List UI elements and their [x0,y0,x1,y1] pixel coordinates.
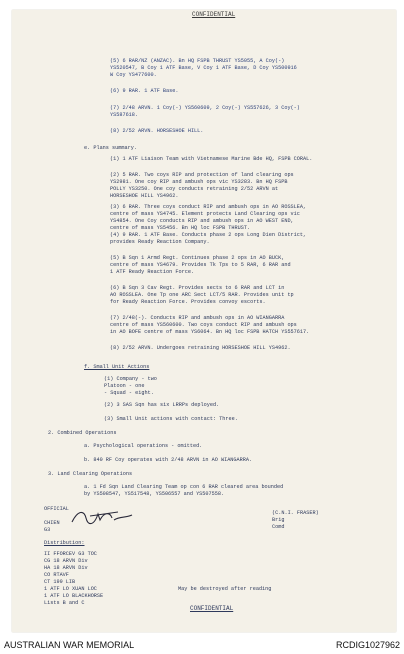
distribution-item: HA 18 ARVN Div [44,565,88,571]
doc-line: (6) 9 RAR. 1 ATF Base. [110,88,179,94]
doc-line: centre of mass YS5456. Bn HQ loc FSPB THRUST. [110,225,251,231]
section-heading: 2. Combined Operations [48,430,117,436]
doc-line: W Coy YS477600. [110,72,157,78]
doc-line: in AO BOFE centre of mass YS6064. Bn HQ loc FSPB HATCH YS557617. [110,329,310,335]
doc-line: YS2981. One coy RIP and ambush ops vic YS3283. Bn HQ FSPB [110,179,288,185]
doc-line: for Ready Reaction Force. Provides convoy escorts. [110,299,266,305]
g3-label: G3 [44,527,51,533]
doc-line: centre of mass YS4745. Element protects Land Clearing ops vic [110,211,300,217]
doc-line: (7) 2/48 ARVN. 1 Coy(-) YS560609, 2 Coy(-) YS557626, 3 Coy(-) [110,105,300,111]
document-page [12,10,396,632]
chief-label: CHIEN [44,520,60,526]
signatory-rank: Brig [272,517,285,523]
doc-line: (1) 1 ATF Liaison Team with Vietnamese Marine Bde HQ, FSPB CORAL. [110,156,313,162]
official-label: OFFICIAL [44,506,69,512]
archive-footer [0,636,404,654]
doc-line: YS587618. [110,112,139,118]
doc-line: - Squad - eight. [104,390,154,396]
doc-line: a. Psychological operations - omitted. [84,443,203,449]
distribution-item: II FFORCEV G3 TOC [44,551,97,557]
doc-line: (8) 2/52 ARVN. HORSESHOE HILL. [110,128,204,134]
classification-footer: CONFIDENTIAL [190,605,234,612]
distribution-heading: Distribution: [44,540,85,546]
handwritten-signature [70,506,138,528]
doc-line: AO ROSSLEA. One Tp one ARC Sect LCT/5 RAR. Provides unit tp [110,292,294,298]
doc-line: (5) 6 RAR/NZ (ANZAC). Bn HQ FSPB THRUST YS5055, A Coy(-) [110,58,285,64]
doc-line: 1 ATF Ready Reaction Force. [110,269,195,275]
distribution-item: CT 199 LIB [44,579,76,585]
doc-line: YS520547, B Coy 1 ATF Base, V Coy 1 ATF Base, D Coy YS500916 [110,65,297,71]
doc-line: (2) 3 SAS Sqn has six LRRPs deployed. [104,402,220,408]
archive-name: AUSTRALIAN WAR MEMORIAL [4,640,135,650]
distribution-item: Lists B and C [44,600,85,606]
doc-line: (7) 2/48(-). Conducts RIP and ambush ops in AO WIANGARRA [110,315,285,321]
signatory-name: (C.N.I. FRASER) [272,510,319,516]
doc-line: YS4854. One Coy conducts RIP and ambush ops in AO WEST END, [110,218,294,224]
doc-line: (1) Company - two [104,376,157,382]
archive-reference: RCDIG1027962 [335,640,400,650]
doc-line: (8) 2/52 ARVN. Undergoes retraining HORSESHOE HILL YS4962. [110,345,291,351]
doc-line: (2) 5 RAR. Two coys RIP and protection of land clearing ops [110,172,294,178]
doc-line: POLLY YS3250. One coy conducts retraining 2/52 ARVN at [110,186,279,192]
doc-line: (3) 6 RAR. Three coys conduct RIP and ambush ops in AO ROSSLEA, [110,204,307,210]
signatory-appointment: Comd [272,524,285,530]
section-heading: e. Plans summary. [84,145,137,151]
doc-line: (6) B Sqn 3 Cav Regt. Provides sects to 6 RAR and LCT in [110,285,285,291]
doc-line: centre of mass YS560600. Two coys conduct RIP and ambush ops [110,322,297,328]
doc-line: a. 1 Fd Sqn Land Clearing Team op con 6 RAR cleared area bounded [84,484,284,490]
doc-line: (4) 9 RAR. 1 ATF Base. Conducts phase 2 ops Long Dien District, [110,232,307,238]
section-heading: 3. Land Clearing Operations [48,471,133,477]
doc-line: (5) B Sqn 1 Armd Regt. Continues phase 2 ops in AO BUCK, [110,255,285,261]
destroy-note: May be destroyed after reading [178,586,272,592]
doc-line: by YS508547, YS517548, YS506557 and YS507558. [84,491,225,497]
doc-line: HORSESHOE HILL YS4962. [110,193,179,199]
doc-line: centre of mass YS4679. Provides Tk Tps to 5 RAR, 6 RAR and [110,262,291,268]
classification-header: CONFIDENTIAL [192,11,236,18]
doc-line: provides Ready Reaction Company. [110,239,210,245]
distribution-item: CO RTAVF [44,572,69,578]
distribution-item: 1 ATF LO BLACKHORSE [44,593,104,599]
section-heading: f. Small Unit Actions [84,364,150,370]
doc-line: b. 840 RF Coy operates with 2/48 ARVN in AO WIANGARRA. [84,457,253,463]
distribution-item: 1 ATF LO XUAN LOC [44,586,97,592]
doc-line: Platoon - one [104,383,145,389]
distribution-item: CG 18 ARVN Div [44,558,88,564]
doc-line: (3) Small Unit actions with contact: Three. [104,416,238,422]
